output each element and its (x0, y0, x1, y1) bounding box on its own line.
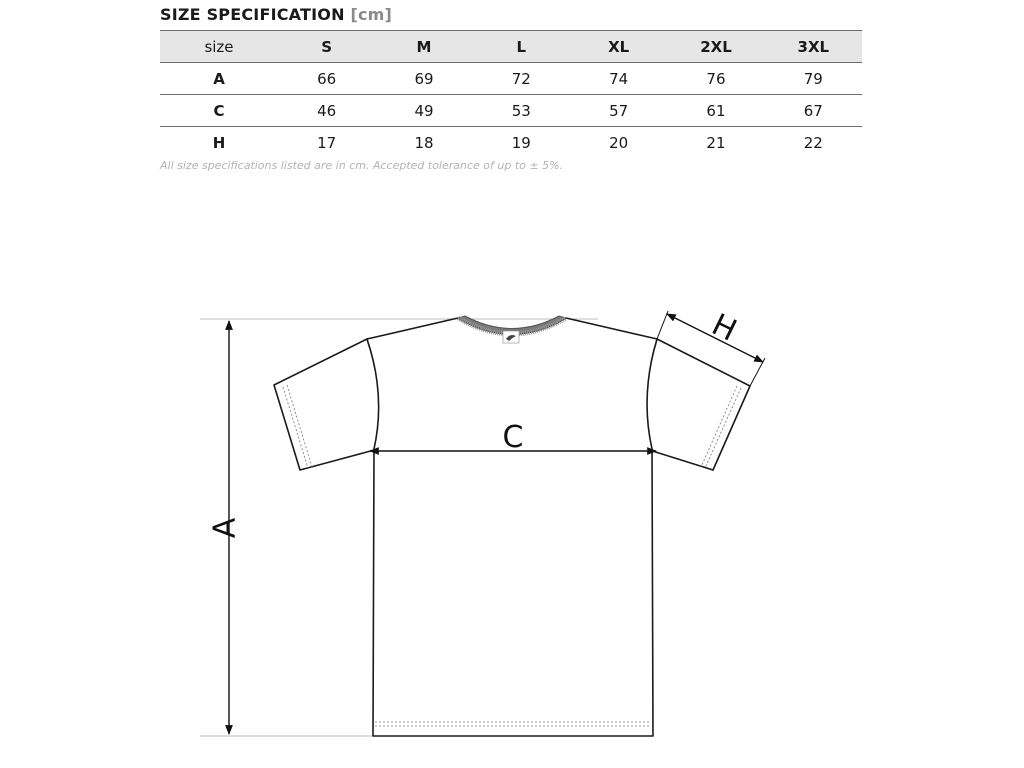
dimension-h-tick-left (657, 311, 668, 339)
dimension-a-label: A (207, 517, 243, 539)
size-header-s: S (278, 31, 375, 63)
left-sleeve (274, 339, 380, 470)
dimension-h-label: H (706, 307, 742, 349)
row-label: A (160, 63, 278, 95)
table-cell: 18 (414, 133, 434, 152)
size-header-2xl: 2XL (667, 31, 764, 63)
brand-logo-icon (503, 331, 519, 343)
spec-unit: [cm] (350, 5, 393, 24)
right-sleeve (644, 339, 750, 470)
size-header-m: M (375, 31, 472, 63)
table-cell: 67 (765, 95, 862, 127)
table-cell: 74 (570, 63, 667, 95)
table-cell: 22 (803, 133, 823, 152)
row-label: H (212, 133, 226, 152)
table-cell: 72 (473, 63, 570, 95)
table-cell: 76 (667, 63, 764, 95)
table-cell: 20 (609, 133, 629, 152)
table-cell: 69 (375, 63, 472, 95)
size-header-xl: XL (570, 31, 667, 63)
dimension-h-tick-right (750, 358, 765, 386)
tshirt-body (367, 318, 657, 736)
table-cell: 57 (570, 95, 667, 127)
dimension-c-label: C (502, 420, 524, 455)
table-cell: 19 (511, 133, 531, 152)
row-label: C (160, 95, 278, 127)
spec-title-text: SIZE SPECIFICATION (160, 5, 345, 24)
size-header-l: L (473, 31, 570, 63)
table-cell: 79 (765, 63, 862, 95)
table-cell: 21 (706, 133, 726, 152)
table-cell: 17 (317, 133, 337, 152)
size-header-3xl: 3XL (765, 31, 862, 63)
tshirt-outline (274, 318, 750, 736)
size-header-label: size (160, 31, 278, 63)
table-cell: 53 (473, 95, 570, 127)
table-cell: 61 (667, 95, 764, 127)
tolerance-note: All size specifications listed are in cm. Accepted tolerance of up to ± 5%. (160, 159, 564, 172)
table-cell: 66 (278, 63, 375, 95)
table-cell: 46 (278, 95, 375, 127)
table-cell: 49 (375, 95, 472, 127)
